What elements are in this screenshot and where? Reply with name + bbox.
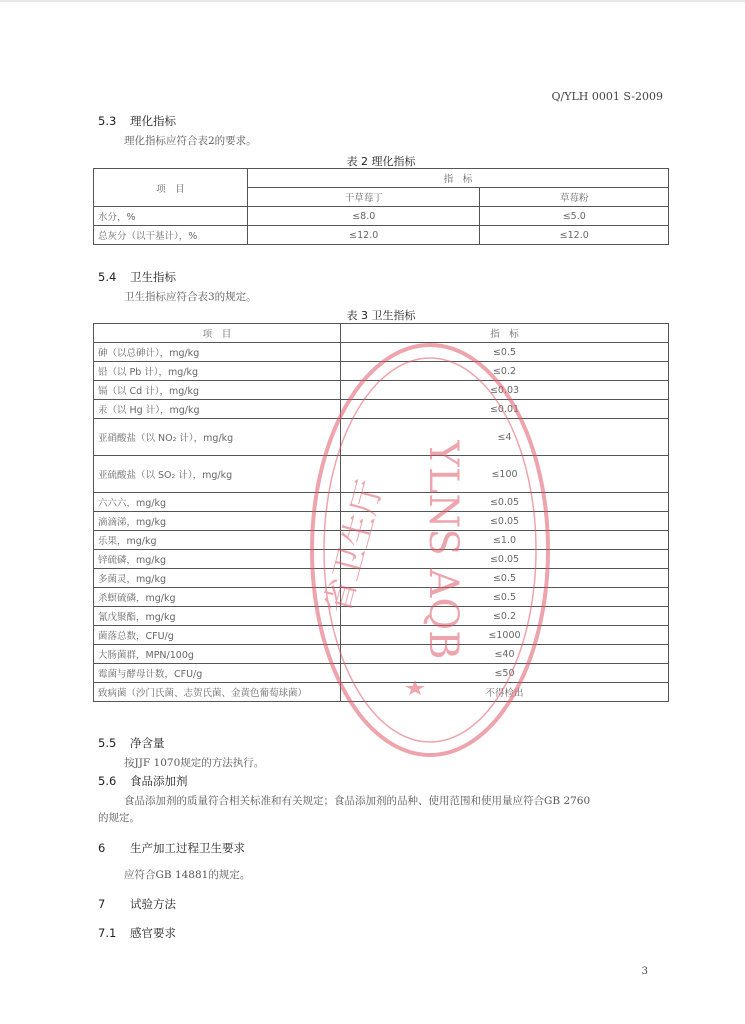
table-cell-item: 乐果，mg/kg (94, 531, 341, 550)
table-cell-value: ≤50 (341, 664, 669, 683)
table-cell-value: ≤0.5 (341, 569, 669, 588)
section-title: 净含量 (130, 736, 165, 750)
table-cell-value: ≤12.0 (248, 226, 480, 245)
table-row (94, 381, 669, 400)
paragraph-5-6-line1: 食品添加剂的质量符合相关标准和有关规定；食品添加剂的品种、使用范围和使用量应符合GB 2760 (124, 795, 591, 807)
table-row (94, 207, 669, 226)
table-cell-value: ≤0.01 (341, 400, 669, 419)
table-cell-item: 亚硝酸盐（以 NO₂ 计），mg/kg (94, 419, 341, 456)
table-cell-value: ≤5.0 (480, 207, 669, 226)
table-row (94, 664, 669, 683)
table-cell-item: 杀螟硫磷，mg/kg (94, 588, 341, 607)
table-cell-value: ≤12.0 (480, 226, 669, 245)
table3-header-item: 项 目 (94, 324, 341, 343)
stamp-org-text: 省卫生厅 (317, 476, 392, 619)
table-cell-value: ≤1.0 (341, 531, 669, 550)
table2-header-index: 指 标 (248, 169, 669, 188)
heading-5-3 (98, 113, 176, 129)
table-row (94, 343, 669, 362)
table-row (94, 588, 669, 607)
section-title: 食品添加剂 (130, 774, 188, 788)
table3-header-index: 指 标 (341, 324, 669, 343)
table-cell-value: ≤0.05 (341, 550, 669, 569)
table-cell-item: 锌硫磷，mg/kg (94, 550, 341, 569)
table-row (94, 493, 669, 512)
table-cell-item: 大肠菌群，MPN/100g (94, 645, 341, 664)
table-row (94, 456, 669, 493)
table-cell-item: 菌落总数，CFU/g (94, 626, 341, 645)
heading-5-4 (98, 269, 176, 285)
section-number: 5.3 (98, 114, 117, 128)
table-cell-item: 滴滴涕，mg/kg (94, 512, 341, 531)
table-cell-value: ≤40 (341, 645, 669, 664)
table2-caption: 表 2 理化指标 (346, 155, 416, 168)
heading-7-1 (98, 925, 176, 941)
section-title: 理化指标 (130, 114, 176, 128)
table-cell-item: 多菌灵，mg/kg (94, 569, 341, 588)
paragraph-5-4: 卫生指标应符合表3的规定。 (124, 291, 257, 303)
section-number: 6 (98, 841, 106, 855)
paragraph-5-6-line2: 的规定。 (98, 812, 140, 824)
table-row (94, 645, 669, 664)
table-cell-value: ≤0.05 (341, 512, 669, 531)
table2-subheader: 干草莓丁 (248, 188, 480, 207)
heading-5-5 (98, 735, 165, 751)
paragraph-6: 应符合GB 14881的规定。 (124, 869, 251, 881)
table-cell-item: 氰戊聚酯，mg/kg (94, 607, 341, 626)
table-cell-value: ≤0.2 (341, 362, 669, 381)
section-title: 试验方法 (130, 897, 176, 911)
table-cell-value: 不得检出 (341, 683, 669, 702)
table-cell-value: ≤1000 (341, 626, 669, 645)
table2 (93, 168, 669, 245)
section-number: 5.4 (98, 270, 117, 284)
table-cell-item: 亚硫酸盐（以 SO₂ 计），mg/kg (94, 456, 341, 493)
section-title: 生产加工过程卫生要求 (130, 841, 245, 855)
heading-6 (98, 840, 245, 856)
table-cell-value: ≤0.05 (341, 493, 669, 512)
section-number: 5.6 (98, 774, 117, 788)
scan-top-edge (0, 0, 745, 2)
table-row (94, 362, 669, 381)
table-cell-value: ≤4 (341, 419, 669, 456)
table-cell-value: ≤0.5 (341, 588, 669, 607)
heading-5-6 (98, 773, 188, 789)
document-code: Q/YLH 0001 S-2009 (551, 90, 663, 103)
table3 (93, 323, 669, 702)
table-cell-item: 镉（以 Cd 计），mg/kg (94, 381, 341, 400)
table2-subheader: 草莓粉 (480, 188, 669, 207)
section-number: 7 (98, 897, 106, 911)
table-row (94, 512, 669, 531)
table-row (94, 226, 669, 245)
section-number: 5.5 (98, 736, 117, 750)
table-cell-item: 水分，% (94, 207, 248, 226)
section-title: 感官要求 (130, 926, 176, 940)
table-cell-value: ≤0.03 (341, 381, 669, 400)
table-row (94, 607, 669, 626)
table-cell-value: ≤0.5 (341, 343, 669, 362)
table-cell-item: 霉菌与酵母计数，CFU/g (94, 664, 341, 683)
section-title: 卫生指标 (130, 270, 176, 284)
table-row (94, 683, 669, 702)
paragraph-5-5: 按JJF 1070规定的方法执行。 (124, 757, 265, 769)
paragraph-5-3: 理化指标应符合表2的要求。 (124, 135, 257, 147)
table-row (94, 400, 669, 419)
table-cell-item: 砷（以总砷计），mg/kg (94, 343, 341, 362)
table3-caption: 表 3 卫生指标 (346, 309, 416, 322)
stamp-code-text: YLNS AQB (420, 440, 466, 660)
table-row (94, 419, 669, 456)
table-cell-value: ≤8.0 (248, 207, 480, 226)
page-number: 3 (641, 966, 648, 977)
table-cell-value: ≤100 (341, 456, 669, 493)
table-cell-item: 铅（以 Pb 计），mg/kg (94, 362, 341, 381)
table-cell-item: 总灰分（以干基计），% (94, 226, 248, 245)
heading-7 (98, 896, 176, 912)
table-row (94, 569, 669, 588)
table-cell-item: 致病菌（沙门氏菌、志贺氏菌、金黄色葡萄球菌） (94, 683, 341, 702)
table-cell-item: 汞（以 Hg 计），mg/kg (94, 400, 341, 419)
table-cell-item: 六六六，mg/kg (94, 493, 341, 512)
table2-header-item: 项 目 (94, 169, 248, 207)
table-row (94, 550, 669, 569)
table-row (94, 626, 669, 645)
section-number: 7.1 (98, 926, 117, 940)
table-row (94, 531, 669, 550)
table-cell-value: ≤0.2 (341, 607, 669, 626)
